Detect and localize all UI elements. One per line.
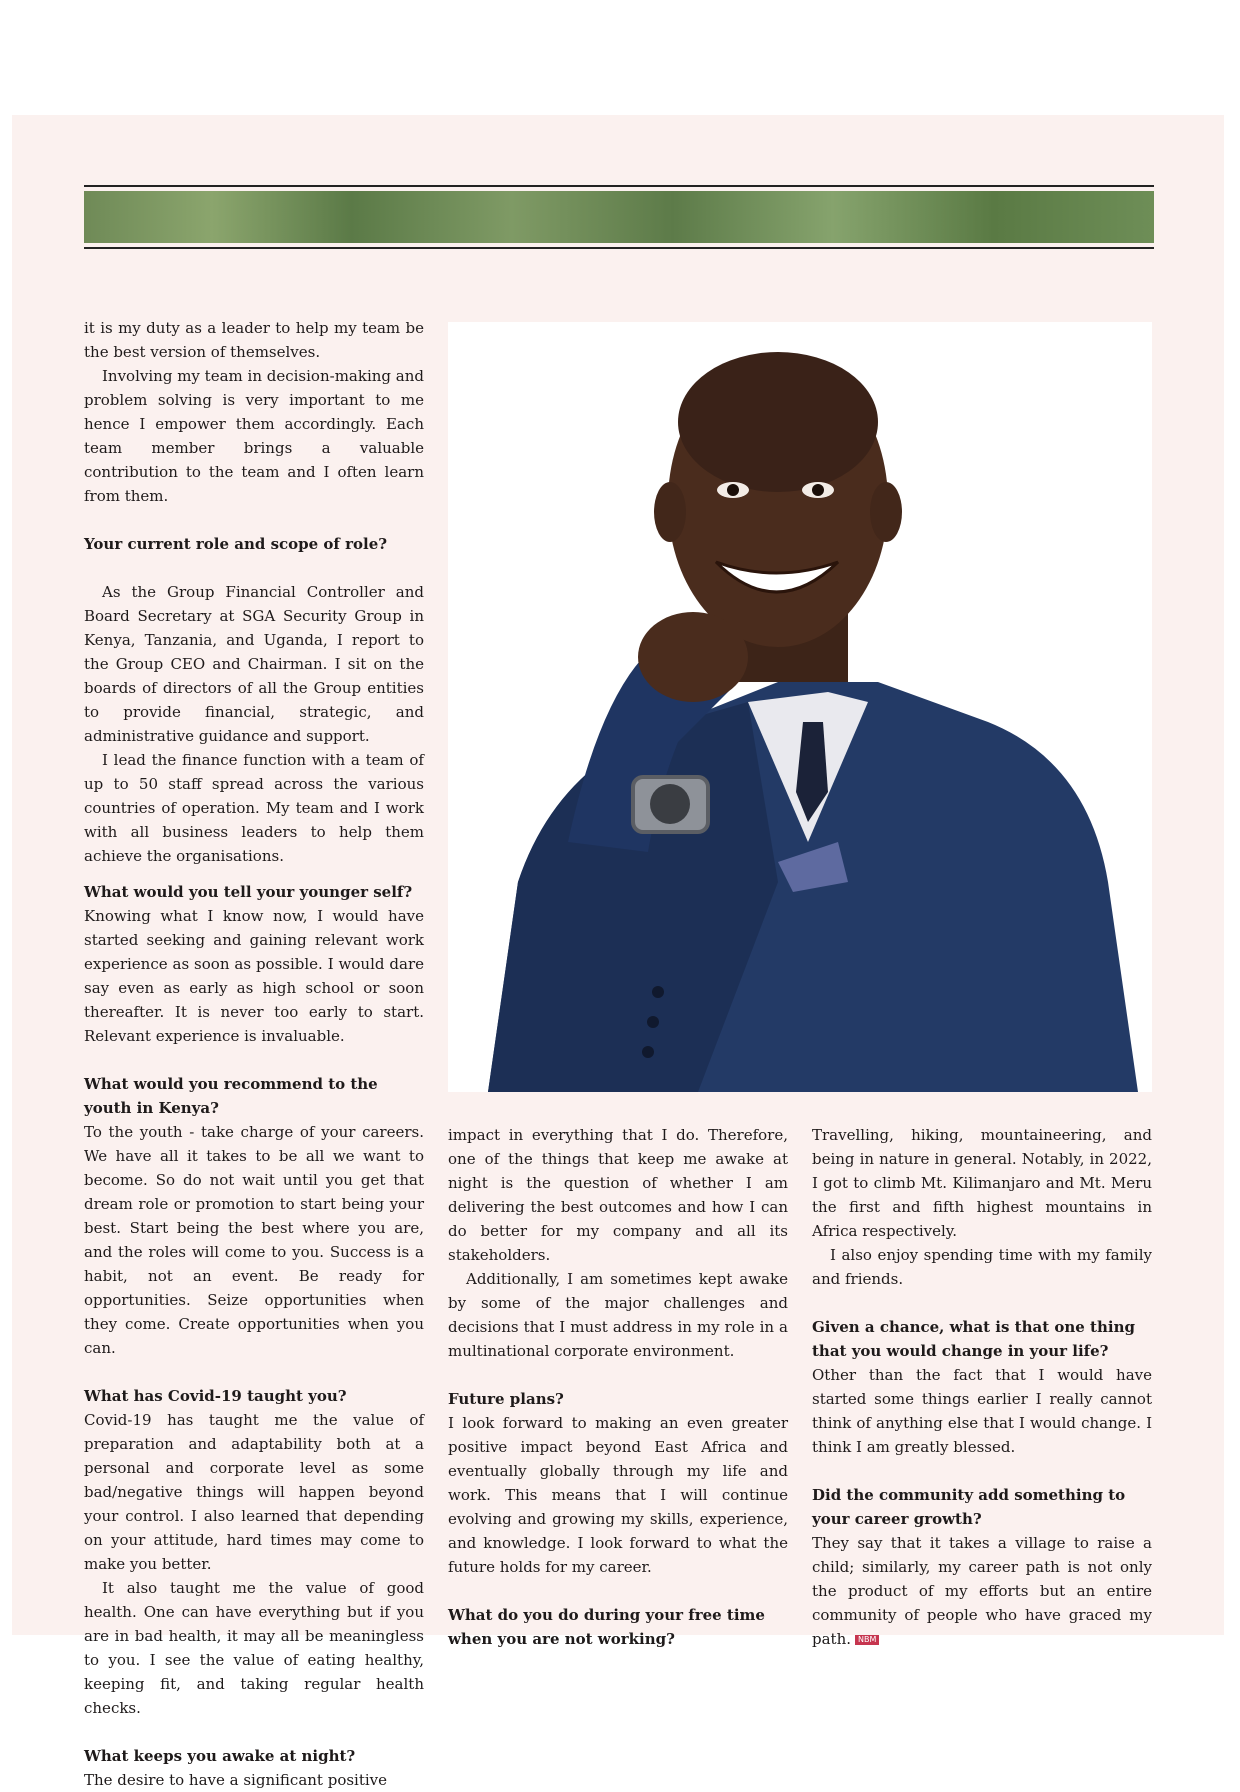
paragraph: The desire to have a significant positive bbox=[84, 1771, 388, 1789]
question-heading: What keeps you awake at night? bbox=[84, 1747, 356, 1765]
paragraph: I also enjoy spending time with my family and friends. bbox=[812, 1246, 1152, 1288]
portrait-illustration bbox=[448, 322, 1152, 1092]
question-heading: What has Covid-19 taught you? bbox=[84, 1387, 347, 1405]
closing-paragraph bbox=[812, 1531, 1152, 1651]
paragraph: Knowing what I know now, I would have started seeking and gaining relevant work experience as soon as possible. I would dare say even as early as high school or soon thereafter. It is never too early to start. Relevant experience is invaluable. bbox=[84, 907, 424, 1045]
end-mark-logo: NBM bbox=[855, 1635, 879, 1645]
paragraph: Involving my team in decision-making and problem solving is very important to me hence I empower them accordingly. Each team member brings a valuable contribution to the team and I often learn from them. bbox=[84, 367, 424, 505]
question-heading: What would you recommend to the youth in Kenya? bbox=[84, 1075, 378, 1117]
question-heading: Did the community add something to your career growth? bbox=[812, 1486, 1126, 1528]
paragraph: Covid-19 has taught me the value of preparation and adaptability both at a personal and corporate level as some bad/negative things will happen beyond your control. I also learned that depending on your attitude, hard times may come to make you better. bbox=[84, 1411, 424, 1573]
question-heading: Your current role and scope of role? bbox=[84, 535, 388, 553]
paragraph: Other than the fact that I would have started some things earlier I really cannot think of anything else that I would change. I think I am greatly blessed. bbox=[812, 1366, 1152, 1456]
paragraph: It also taught me the value of good health. One can have everything but if you are in bad health, it may all be meaningless to you. I see the value of eating healthy, keeping fit, and taking regular health checks. bbox=[84, 1579, 424, 1717]
paragraph: it is my duty as a leader to help my team be the best version of themselves. bbox=[84, 319, 424, 361]
paragraph: Additionally, I am sometimes kept awake by some of the major challenges and decisions that I must address in my role in a multinational corporate environment. bbox=[448, 1270, 788, 1360]
header-rule-bottom bbox=[84, 247, 1154, 249]
question-heading: Future plans? bbox=[448, 1390, 564, 1408]
paragraph: As the Group Financial Controller and Board Secretary at SGA Security Group in Kenya, Tanzania, and Uganda, I report to the Group CEO and Chairman. I sit on the boards of directors of all the Group entities to provide financial, strategic, and administrative guidance and support. bbox=[84, 583, 424, 745]
paragraph: I lead the finance function with a team of up to 50 staff spread across the various countries of operation. My team and I work with all business leaders to help them achieve the organisations. bbox=[84, 751, 424, 865]
question-heading: Given a chance, what is that one thing that you would change in your life? bbox=[812, 1318, 1135, 1360]
question-heading: What would you tell your younger self? bbox=[84, 883, 413, 901]
article-column-3 bbox=[812, 1123, 1152, 1651]
paragraph: To the youth - take charge of your careers. We have all it takes to be all we want to become. So do not wait until you get that dream role or promotion to start being your best. Start being the best where you are, and the roles will come to you. Success is a habit, not an event. Be ready for opportunities. Seize opportunities when they come. Create opportunities when you can. bbox=[84, 1123, 424, 1357]
header-rule-top bbox=[84, 185, 1154, 187]
article-column-2 bbox=[448, 1123, 788, 1651]
paragraph: Travelling, hiking, mountaineering, and being in nature in general. Notably, in 2022, I got to climb Mt. Kilimanjaro and Mt. Meru the first and fifth highest mountains in Africa respectively. bbox=[812, 1126, 1152, 1240]
paragraph: I look forward to making an even greater positive impact beyond East Africa and eventually globally through my life and work. This means that I will continue evolving and growing my skills, experience, and knowledge. I look forward to what the future holds for my career. bbox=[448, 1414, 788, 1576]
closing-text: They say that it takes a village to raise a child; similarly, my career path is not only the product of my efforts but an entire community of people who have graced my path. bbox=[812, 1534, 1152, 1648]
article-column-1 bbox=[84, 316, 424, 1792]
question-heading: What do you do during your free time when you are not working? bbox=[448, 1606, 765, 1648]
portrait-photo bbox=[448, 322, 1152, 1092]
paragraph: impact in everything that I do. Therefore, one of the things that keep me awake at night is the question of whether I am delivering the best outcomes and how I can do better for my company and all its stakeholders. bbox=[448, 1126, 788, 1264]
header-green-band bbox=[84, 191, 1154, 243]
